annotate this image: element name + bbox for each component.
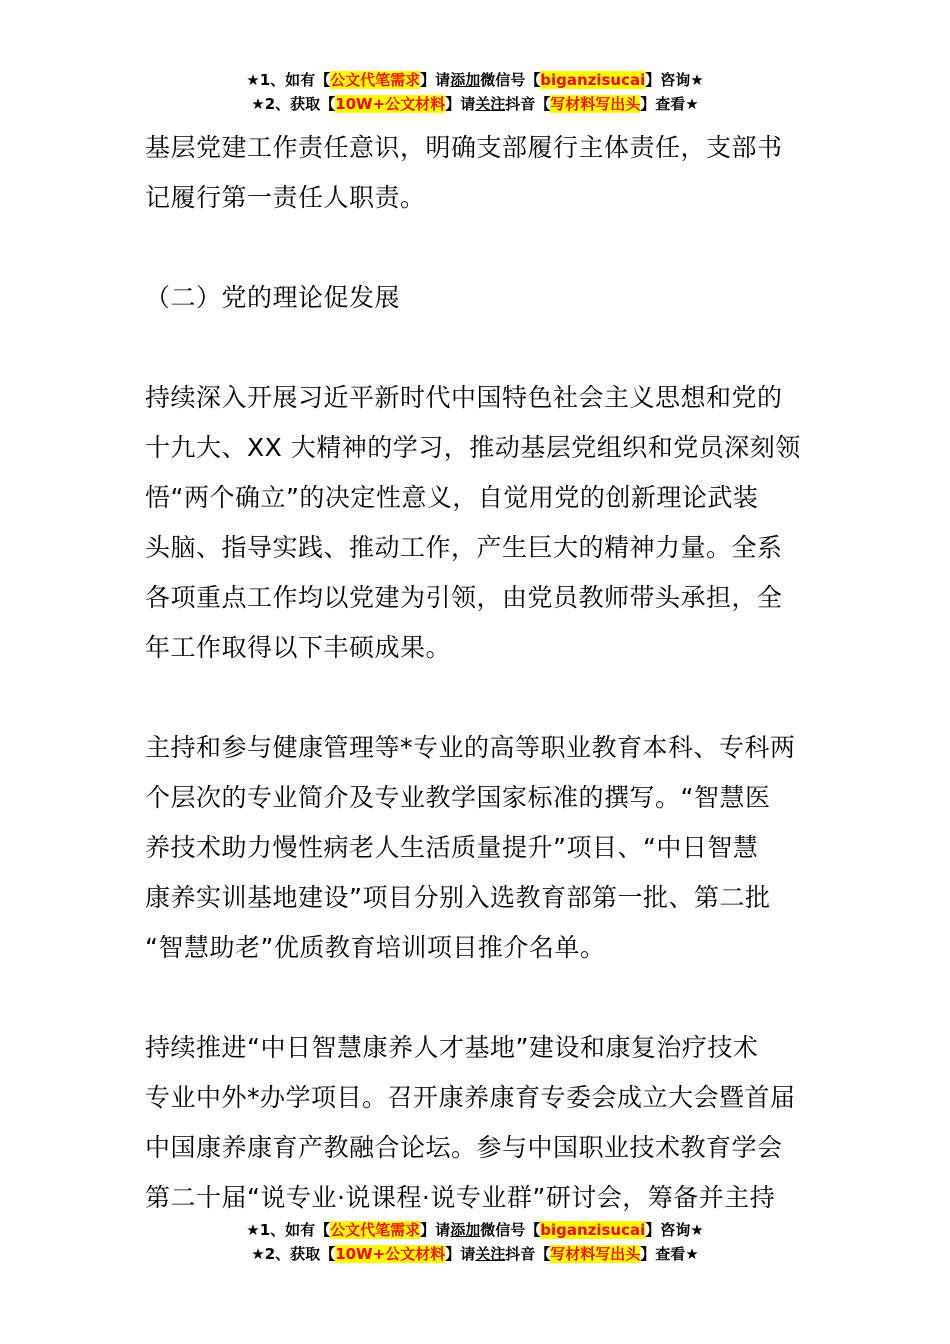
banner-text: ★2、获取【 — [251, 95, 336, 113]
banner-underlined-text: 关注 — [475, 95, 506, 113]
text-line: 基层党建工作责任意识，明确支部履行主体责任，支部书 — [145, 133, 783, 162]
banner-line-1 — [0, 68, 950, 92]
paragraph-4 — [145, 1023, 810, 1223]
banner-text: 】咨询★ — [645, 1221, 704, 1239]
text-line: 个层次的专业简介及专业教学国家标准的撰写。“智慧医 — [145, 783, 771, 812]
text-line: 年工作取得以下丰硕成果。 — [145, 633, 452, 662]
text-line: 头脑、指导实践、推动工作，产生巨大的精神力量。全系 — [145, 533, 783, 562]
banner-line-2 — [0, 1242, 950, 1266]
banner-underlined-text: 关注 — [475, 1245, 506, 1263]
banner-text: 抖音【 — [505, 1245, 551, 1263]
banner-text: 】请 — [445, 1245, 476, 1263]
text-line: 主持和参与健康管理等*专业的高等职业教育本科、专科两 — [145, 733, 796, 762]
footer-banner — [0, 1218, 950, 1266]
banner-text: ★2、获取【 — [251, 1245, 336, 1263]
banner-underlined-text: 添加 — [450, 1221, 481, 1239]
banner-text: 微信号【 — [480, 1221, 541, 1239]
heading-text: （二）党的理论促发展 — [145, 283, 401, 312]
highlight-materials: 10W+公文材料 — [335, 1245, 446, 1263]
banner-text: 】查看★ — [640, 1245, 699, 1263]
text-line: 持续推进“中日智慧康养人才基地”建设和康复治疗技术 — [145, 1033, 759, 1062]
banner-text: 】请 — [420, 1221, 451, 1239]
banner-text: 抖音【 — [505, 95, 551, 113]
paragraph-2 — [145, 373, 810, 673]
paragraph-3 — [145, 723, 810, 973]
banner-text: 】请 — [420, 71, 451, 89]
text-line: “智慧助老”优质教育培训项目推介名单。 — [145, 933, 606, 962]
text-line: 中国康养康育产教融合论坛。参与中国职业技术教育学会 — [145, 1133, 783, 1162]
text-line: 康养实训基地建设”项目分别入选教育部第一批、第二批 — [145, 883, 771, 912]
banner-text: ★1、如有【 — [246, 1221, 331, 1239]
banner-text: 】请 — [445, 95, 476, 113]
highlight-materials: 10W+公文材料 — [335, 95, 446, 113]
banner-text: 微信号【 — [480, 71, 541, 89]
document-body — [145, 123, 810, 1273]
banner-text: 】咨询★ — [645, 71, 704, 89]
banner-underlined-text: 添加 — [450, 71, 481, 89]
section-heading — [145, 273, 810, 323]
text-line: 养技术助力慢性病老人生活质量提升”项目、“中日智慧 — [145, 833, 759, 862]
banner-line-1 — [0, 1218, 950, 1242]
text-line: 专业中外*办学项目。召开康养康育专委会成立大会暨首届 — [145, 1083, 796, 1112]
header-banner — [0, 68, 950, 116]
paragraph-1 — [145, 123, 810, 223]
banner-text: ★1、如有【 — [246, 71, 331, 89]
text-line: 各项重点工作均以党建为引领，由党员教师带头承担，全 — [145, 583, 783, 612]
highlight-wechat-id: biganzisucai — [540, 1221, 646, 1239]
text-line: 持续深入开展习近平新时代中国特色社会主义思想和党的 — [145, 383, 783, 412]
highlight-wechat-id: biganzisucai — [540, 71, 646, 89]
highlight-service: 公文代笔需求 — [330, 71, 421, 89]
text-line: 十九大、XX 大精神的学习，推动基层党组织和党员深刻领 — [145, 433, 801, 462]
text-line: 第二十届“说专业·说课程·说专业群”研讨会，筹备并主持 — [145, 1183, 776, 1212]
text-line: 记履行第一责任人职责。 — [145, 183, 426, 212]
highlight-douyin-account: 写材料写出头 — [550, 95, 641, 113]
banner-line-2 — [0, 92, 950, 116]
highlight-douyin-account: 写材料写出头 — [550, 1245, 641, 1263]
highlight-service: 公文代笔需求 — [330, 1221, 421, 1239]
text-line: 悟“两个确立”的决定性意义，自觉用党的创新理论武装 — [145, 483, 759, 512]
banner-text: 】查看★ — [640, 95, 699, 113]
